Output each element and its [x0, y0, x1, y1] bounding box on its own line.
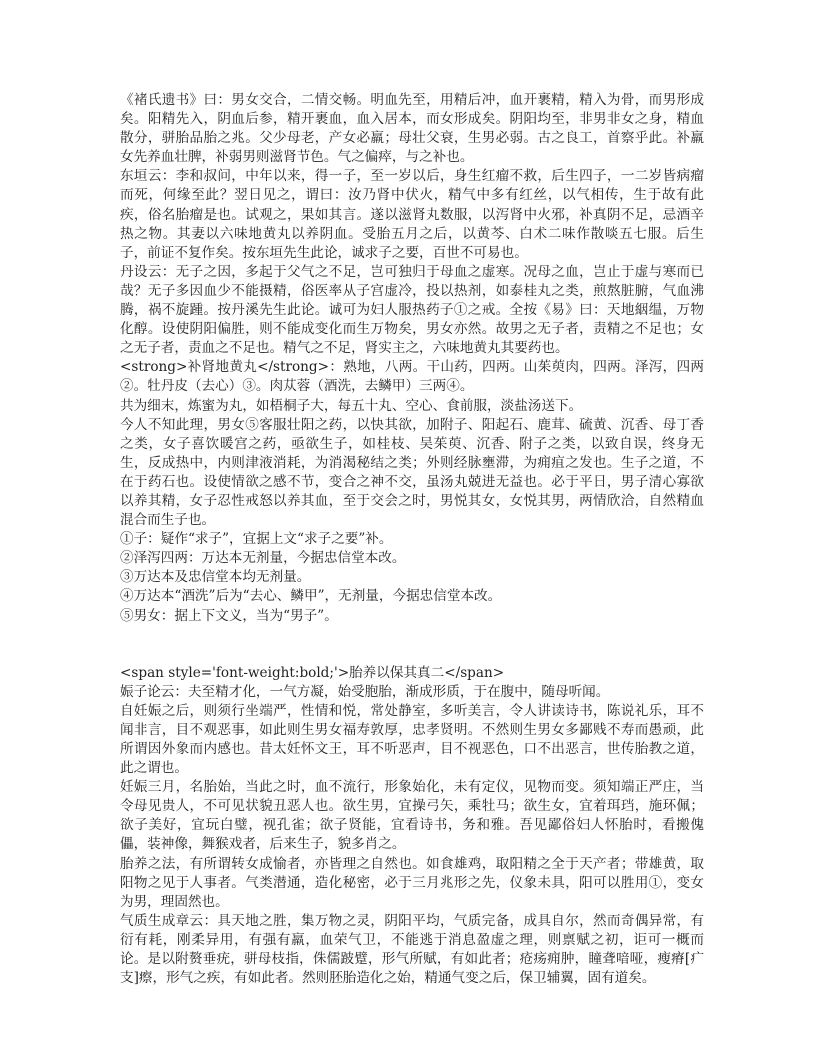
- paragraph: 妊娠三月，名胎始，当此之时，血不流行，形象始化，未有定仪，见物而变。须知端正严庄，当令母见贵人，不可见状貌丑恶人也。欲生男，宜操弓矢，乘牡马；欲生女，宜着珥珰，施环佩；欲子美好，宜玩白璧，视孔雀；欲子贤能，宜看诗书，务和雅。吾见鄙俗妇人怀胎时，看搬傀儡，装神像，舞猴戏者，后来生子，貌多肖之。: [120, 779, 704, 853]
- footnote: ③万达本及忠信堂本均无剂量。: [120, 569, 311, 586]
- paragraph: 今人不知此理，男女⑤客服壮阳之药，以快其欲，加附子、阳起石、鹿茸、硫黄、沉香、母丁香之类，女子喜饮暖宫之药，亟欲生子，如桂枝、吴茱萸、沉香、附子之类，以致自误，终身无生，反成热中，内则津液消耗，为消渴秘结之类；外则经脉壅滞，为痈疽之发也。生子之道，不在于药石也。设使情欲之感不节，变合之神不交，虽汤丸兢进无益也。必于平日，男子清心寡欲以养其精，女子忍性戒怒以养其血，至于交会之时，男悦其女，女悦其男，两情欣洽，自然精血混合而生子也。: [120, 416, 704, 529]
- paragraph: 东垣云：李和叔问，中年以来，得一子，至一岁以后，身生红瘤不救，后生四子，一二岁皆病瘤而死，何缘至此？翌日见之，谓曰：汝乃肾中伏火，精气中多有红丝，以气相传，生于故有此疾，俗名胎瘤是也。试观之，果如其言。遂以滋肾丸数服，以泻肾中火邪，补真阴不足，忌酒辛热之物。其妻以六味地黄丸以养阴血。受胎五月之后，以黄芩、白术二味作散啖五七服。后生子，前证不复作矣。按东垣先生此论，诚求子之要，百世不可易也。: [120, 168, 704, 261]
- footnote: ②泽泻四两：万达本无剂量，今据忠信堂本改。: [120, 550, 406, 567]
- paragraph: 胎养之法，有所谓转女成愉者，亦皆理之自然也。如食雄鸡，取阳精之全于天产者；带雄黄，取阳物之见于人事者。气类潜通，造化秘密，必于三月兆形之先，仪象未具，阳可以胜用①，变女为男，理固然也。: [120, 855, 704, 910]
- section-1: [120, 91, 704, 626]
- footnote: ⑤男女：据上下文义，当为“男子”。: [120, 607, 338, 624]
- paragraph: 自妊娠之后，则须行坐端严，性情和悦，常处静室，多听美言，令人讲读诗书，陈说礼乐，耳不闻非言，目不观恶事，如此则生男女福寿敦厚，忠孝贤明。不然则生男女多鄙贱不寿而愚顽，此所谓因外象而内感也。昔太妊怀文王，耳不听恶声，目不视恶色，口不出恶言，世传胎教之道，此之谓也。: [120, 702, 704, 777]
- footnote: ①子：疑作“求子”，宜据上文“求子之要”补。: [120, 531, 393, 548]
- paragraph: 《褚氏遗书》曰：男女交合，二情交畅。明血先至，用精后冲，血开裹精，精入为骨，而男形成矣。阳精先入，阴血后参，精开裹血，血入居本，而女形成矣。阴阳均至，非男非女之身，精血散分，骈胎品胎之兆。父少母老，产女必羸；母壮父衰，生男必弱。古之良工，首察乎此。补羸女先养血壮脾，补弱男则滋肾节色。气之偏瘁，与之补也。: [120, 92, 704, 166]
- section-heading: <span style='font-weight:bold;'>胎养以保其真二</span>: [120, 664, 505, 681]
- section-2: [120, 664, 704, 989]
- footnote: ④万达本“酒洗”后为“去心、鳞甲”，无剂量，今据忠信堂本改。: [120, 588, 502, 605]
- document-body: [120, 91, 704, 988]
- paragraph: 气质生成章云：具天地之胜，集万物之灵，阴阳平均，气质完备，成具自尔，然而奇偶异常，有衍有耗，刚柔异用，有强有羸，血荣气卫，不能逃于消息盈虚之理，则禀赋之初，讵可一概而论。是以附赘垂疣，骈母枝指，侏儒跛躄，形气所赋，有如此者；疮疡痈肿，瞳聋喑哑，瘦瘠[疒支]瘵，形气之疾，有如此者。然则胚胎造化之始，精通气变之后，保卫辅翼，固有道矣。: [120, 912, 704, 987]
- paragraph: <strong>补肾地黄丸</strong>：熟地，八两。干山药，四两。山茱萸肉，四两。泽泻，四两②。牡丹皮（去心）③。肉苁蓉（酒洗，去鳞甲）三两④。: [120, 359, 704, 395]
- section-spacer: [120, 626, 704, 664]
- paragraph: 丹设云：无子之因，多起于父气之不足，岂可独归于母血之虚寒。况母之血，岂止于虚与寒而已哉？无子多因血少不能摄精，俗医率从子宫虚冷，投以热剂，如泰桂丸之类，煎熬脏腑，气血沸腾，祸不旋踵。按丹溪先生此论。诚可为妇人服热药子①之戒。全按《易》曰：天地絪缊，万物化醇。设使阴阳偏胜，则不能成变化而生万物矣，男女亦然。故男之无子者，责精之不足也；女之无子者，责血之不足也。精气之不足，肾实主之，六味地黄丸其要药也。: [120, 263, 704, 357]
- paragraph: 娠子论云：夫至精才化，一气方凝，始受胞胎，渐成形质，于在腹中，随母听闻。: [120, 683, 610, 700]
- paragraph: 共为细末，炼蜜为丸，如梧桐子大，每五十丸、空心、食前服，淡盐汤送下。: [120, 397, 583, 414]
